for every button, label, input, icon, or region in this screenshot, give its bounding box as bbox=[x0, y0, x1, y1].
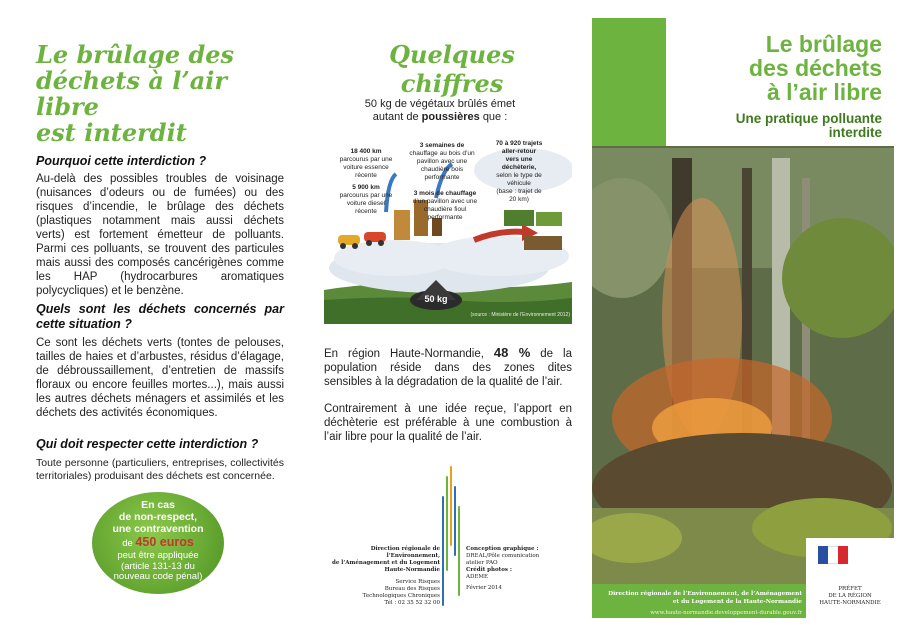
credits-dreal: Direction régionale de l’Environnement, de l’Aménagement et du Logement Haute-Normandie Service Risques Bureau des Risques Technologiques Chroniques Tél : 02 35 52 32 00 bbox=[332, 546, 440, 606]
infographic bbox=[324, 140, 572, 324]
paragraph-region: En région Haute-Normandie, 48 % de la population réside dans des zones dites sensibles à la dégradation de la qualité de l’air. bbox=[324, 345, 572, 388]
cover-subtitle: Une pratique polluante interdite bbox=[735, 111, 882, 140]
question-which: Quels sont les déchets concernés par cette situation ? bbox=[36, 302, 284, 331]
penalty-amount: 450 euros bbox=[135, 535, 194, 549]
pile-label: 50 kg bbox=[424, 294, 448, 304]
dreal-logo-lines bbox=[440, 466, 470, 616]
paragraph-who: Toute personne (particuliers, entreprises, collectivités territoriales) produisant des déchets est concernée. bbox=[36, 457, 284, 482]
cover-green-band bbox=[592, 18, 666, 146]
cover-footer-text: Direction régionale de l’Environnement, de l’Aménagement et du Logement de la Haute-Normandie bbox=[608, 591, 802, 605]
figure-source: (source : Ministère de l’Environnement 2012) bbox=[470, 312, 570, 318]
prefet-text: PRÉFET DE LA RÉGION HAUTE-NORMANDIE bbox=[819, 586, 881, 606]
stat-diesel-car: 5 900 km parcourus par une voiture diesel récente bbox=[339, 184, 393, 215]
marianne-logo bbox=[818, 546, 848, 564]
cover-title: Le brûlage des déchets à l’air libre bbox=[749, 31, 882, 105]
paragraph-why: Au-delà des possibles troubles de voisinage (nuisances d’odeurs ou de fumées) ou des risques d’incendie, le brûlage des déchets (plastiques notamment mais aussi déchets verts) est fortement émetteur de polluants. Parmi ces polluants, se trouvent des particules mais aussi des composés cancérigènes comme les HAP (hydrocarbures aromatiques polycycliques) et le benzène. bbox=[36, 173, 284, 297]
left-title: Le brûlage des déchets à l’air libre est interdit bbox=[36, 40, 235, 147]
question-why: Pourquoi cette interdiction ? bbox=[36, 154, 207, 168]
credits-design: Conception graphique : DREAL/Pôle comunication atelier PAO Crédit photos : ADEME Février 2014 bbox=[466, 546, 540, 591]
paragraph-which: Ce sont les déchets verts (tontes de pelouses, tailles de haies et d’arbustes, résidus d’élagage, de débroussaillement, d’entretien de massifs floraux ou encore feuilles mortes...), mais aussi les autres déchets ménagers et assimilés et les déchets des activités économiques. bbox=[36, 337, 284, 419]
stat-wood-heating: 3 semaines de chauffage au bois d’un pavillon avec une chaudière bois performante bbox=[409, 142, 475, 181]
middle-title: Quelques chiffres bbox=[389, 40, 515, 98]
question-who: Qui doit respecter cette interdiction ? bbox=[36, 437, 259, 451]
cover-footer-url[interactable]: www.haute-normandie.developpement-durable.gouv.fr bbox=[650, 610, 802, 616]
paragraph-contrary: Contrairement à une idée reçue, l’apport en déchèterie est préférable à une combustion à l’air libre pour la qualité de l’air. bbox=[324, 403, 572, 443]
stat-petrol-car: 18 400 km parcourus par une voiture essence récente bbox=[339, 148, 393, 179]
penalty-badge: En cas de non-respect, une contravention de 450 euros peut être appliquée (article 131-13 du nouveau code pénal) bbox=[92, 492, 224, 594]
stat-oil-heating: 3 mois de chauffage d’un pavillon avec une chaudière fioul performante bbox=[412, 190, 478, 221]
cover-photo bbox=[592, 18, 894, 618]
stat-dechetterie-trips: 70 à 920 trajets aller-retour vers une déchèterie, selon le type de véhicule (base : trajet de 20 km) bbox=[495, 140, 543, 203]
figure-intro: 50 kg de végétaux brûlés émet autant de poussières que : bbox=[364, 98, 516, 123]
